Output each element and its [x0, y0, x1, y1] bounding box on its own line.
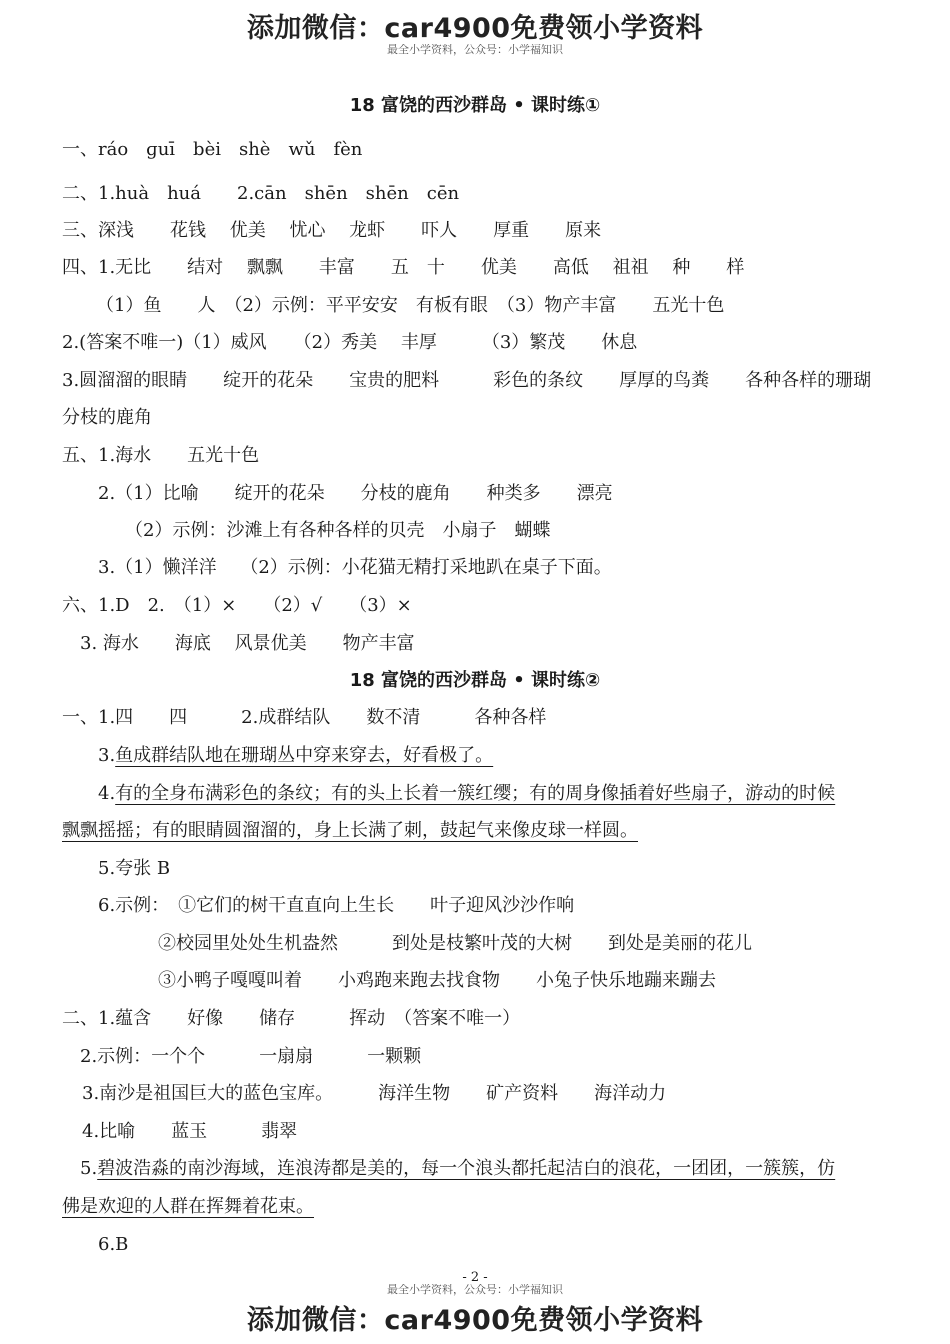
section-title-2: 18 富饶的西沙群岛 • 课时练②: [349, 670, 601, 691]
answer-line: 四、1.无比 结对 飘飘 丰富 五 十 优美 高低 祖祖 种 样: [62, 257, 745, 278]
answer-line: 2.(答案不唯一)（1）威风 （2）秀美 丰厚 （3）繁茂 休息: [62, 332, 638, 353]
answer-line: 飘飘摇摇；有的眼睛圆溜溜的，身上长满了刺，鼓起气来像皮球一样圆。: [62, 820, 638, 841]
answer-line: 三、深浅 花钱 优美 忧心 龙虾 吓人 厚重 原来: [62, 220, 602, 241]
answer-line: 4.比喻 蓝玉 翡翠: [82, 1121, 298, 1142]
answer-line: 一、ráo ɡuī bèi shè wǔ fèn: [62, 139, 363, 160]
answer-line: 3. 海水 海底 风景优美 物产丰富: [80, 633, 415, 654]
answer-line: 二、1.蕴含 好像 储存 挥动 （答案不唯一）: [62, 1008, 521, 1029]
answer-line: （1）鱼 人 （2）示例：平平安安 有板有眼 （3）物产丰富 五光十色: [96, 295, 725, 316]
answer-line: 5.碧波浩淼的南沙海域，连浪涛都是美的，每一个浪头都托起洁白的浪花，一团团，一簇簇，仿: [80, 1158, 836, 1179]
watermark-banner-top: 添加微信：car4900免费领小学资料: [246, 13, 704, 44]
faint-header-note: 最全小学资料，公众号：小学福知识: [387, 44, 563, 56]
answer-line: 二、1.huà huá 2.cān shēn shēn cēn: [62, 183, 460, 204]
section-title-1: 18 富饶的西沙群岛 • 课时练①: [349, 95, 601, 116]
page-number: - 2 -: [462, 1270, 488, 1285]
answer-line: 一、1.四 四 2.成群结队 数不清 各种各样: [62, 707, 547, 728]
answer-line: 3.鱼成群结队地在珊瑚丛中穿来穿去，好看极了。: [98, 745, 494, 766]
answer-line: 3.（1）懒洋洋 （2）示例：小花猫无精打采地趴在桌子下面。: [98, 557, 612, 578]
answer-line: ③小鸭子嘎嘎叫着 小鸡跑来跑去找食物 小兔子快乐地蹦来蹦去: [158, 970, 716, 991]
answer-line: 2.（1）比喻 绽开的花朵 分枝的鹿角 种类多 漂亮: [98, 483, 613, 504]
answer-line: 佛是欢迎的人群在挥舞着花束。: [62, 1196, 314, 1217]
answer-line: 6.B: [98, 1234, 129, 1255]
answer-line: 5.夸张 B: [98, 858, 171, 879]
answer-line: 3.南沙是祖国巨大的蓝色宝库。 海洋生物 矿产资料 海洋动力: [82, 1083, 667, 1104]
answer-line: 五、1.海水 五光十色: [62, 445, 260, 466]
answer-line: ②校园里处处生机盎然 到处是枝繁叶茂的大树 到处是美丽的花儿: [158, 933, 752, 954]
answer-line: 分枝的鹿角: [62, 407, 152, 428]
faint-footer-note: 最全小学资料，公众号：小学福知识: [387, 1284, 563, 1296]
watermark-banner-bottom: 添加微信：car4900免费领小学资料: [246, 1305, 704, 1336]
answer-line: 6.示例： ①它们的树干直直向上生长 叶子迎风沙沙作响: [98, 895, 575, 916]
answer-line: 4.有的全身布满彩色的条纹；有的头上长着一簇红缨；有的周身像插着好些扇子，游动的时候: [98, 783, 836, 804]
answer-line: 六、1.D 2. （1）× （2）√ （3）×: [62, 595, 412, 616]
answer-line: 2.示例：一个个 一扇扇 一颗颗: [80, 1046, 422, 1067]
answer-line: （2）示例：沙滩上有各种各样的贝壳 小扇子 蝴蝶: [125, 520, 551, 541]
answer-line: 3.圆溜溜的眼睛 绽开的花朵 宝贵的肥料 彩色的条纹 厚厚的鸟粪 各种各样的珊瑚: [62, 370, 872, 391]
